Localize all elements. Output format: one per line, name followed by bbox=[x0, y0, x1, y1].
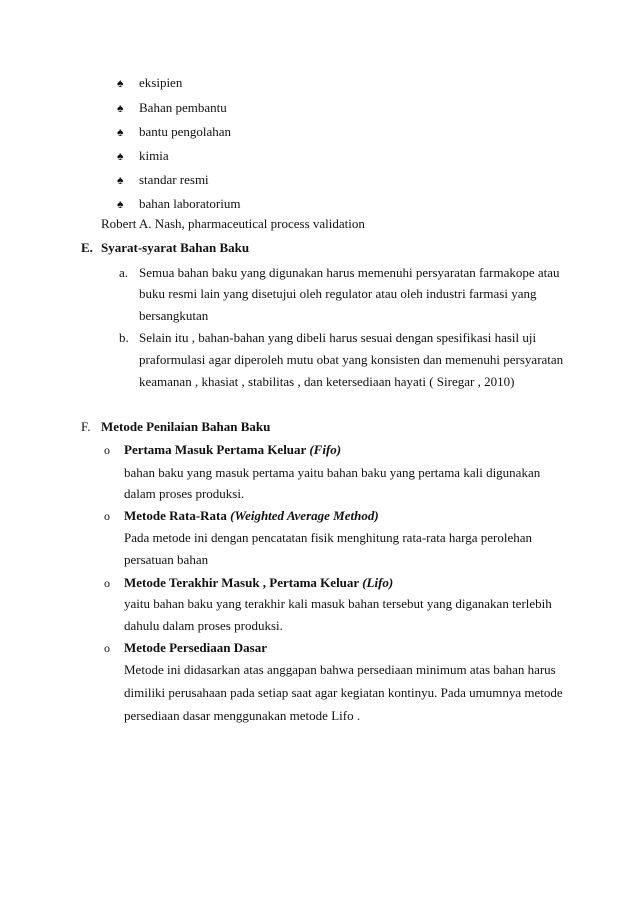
circle-marker: o bbox=[104, 641, 110, 655]
paragraph-line: bersangkutan bbox=[139, 308, 209, 323]
method-title: Pertama Masuk Pertama Keluar (Fifo) bbox=[124, 442, 342, 457]
method-title: Metode Rata-Rata (Weighted Average Method) bbox=[124, 508, 379, 523]
paragraph-line: bahan baku yang masuk pertama yaitu bahan baku yang pertama kali digunakan bbox=[124, 465, 541, 480]
section-title: Metode Penilaian Bahan Baku bbox=[101, 419, 271, 434]
spade-icon: ♠ bbox=[117, 173, 124, 187]
paragraph-line: Semua bahan baku yang digunakan harus memenuhi persyaratan farmakope atau bbox=[139, 265, 560, 280]
paragraph-line: dahulu dalam proses produksi. bbox=[124, 618, 283, 633]
paragraph-line: buku resmi lain yang disetujui oleh regulator atau oleh industri farmasi yang bbox=[139, 286, 537, 301]
bullet-text: bantu pengolahan bbox=[139, 124, 232, 139]
bullet-text: bahan laboratorium bbox=[139, 196, 241, 211]
paragraph-line: Pada metode ini dengan pencatatan fisik menghitung rata-rata harga perolehan bbox=[124, 530, 533, 545]
list-marker: b. bbox=[119, 330, 129, 345]
section-title: Syarat-syarat Bahan Baku bbox=[101, 240, 250, 255]
paragraph-line: yaitu bahan baku yang terakhir kali masuk bahan tersebut yang diganakan terlebih bbox=[124, 596, 552, 611]
spade-icon: ♠ bbox=[117, 197, 124, 211]
bullet-text: kimia bbox=[139, 148, 169, 163]
paragraph-line: praformulasi agar diperoleh mutu obat yang konsisten dan memenuhi persyaratan bbox=[139, 352, 564, 367]
paragraph-line: persatuan bahan bbox=[124, 552, 209, 567]
spade-icon: ♠ bbox=[117, 76, 124, 90]
spade-icon: ♠ bbox=[117, 149, 124, 163]
paragraph-line: keamanan , khasiat , stabilitas , dan ketersediaan hayati ( Siregar , 2010) bbox=[139, 374, 515, 389]
section-label: F. bbox=[81, 419, 91, 434]
citation: Robert A. Nash, pharmaceutical process validation bbox=[101, 216, 365, 231]
circle-marker: o bbox=[104, 509, 110, 523]
method-title: Metode Terakhir Masuk , Pertama Keluar (Lifo) bbox=[124, 575, 394, 590]
circle-marker: o bbox=[104, 576, 110, 590]
section-label: E. bbox=[81, 240, 93, 255]
paragraph-line: persediaan dasar menggunakan metode Lifo . bbox=[124, 708, 361, 723]
spade-icon: ♠ bbox=[117, 125, 124, 139]
spade-icon: ♠ bbox=[117, 101, 124, 115]
paragraph-line: Selain itu , bahan-bahan yang dibeli harus sesuai dengan spesifikasi hasil uji bbox=[139, 330, 537, 345]
circle-marker: o bbox=[104, 443, 110, 457]
bullet-text: standar resmi bbox=[139, 172, 209, 187]
paragraph-line: dimiliki perusahaan pada setiap saat agar kegiatan kontinyu. Pada umumnya metode bbox=[124, 685, 563, 700]
paragraph-line: dalam proses produksi. bbox=[124, 486, 245, 501]
paragraph-line: Metode ini didasarkan atas anggapan bahwa persediaan minimum atas bahan harus bbox=[124, 662, 556, 677]
method-title: Metode Persediaan Dasar bbox=[124, 640, 267, 655]
list-marker: a. bbox=[119, 265, 129, 280]
bullet-text: Bahan pembantu bbox=[139, 100, 227, 115]
bullet-text: eksipien bbox=[139, 75, 183, 90]
